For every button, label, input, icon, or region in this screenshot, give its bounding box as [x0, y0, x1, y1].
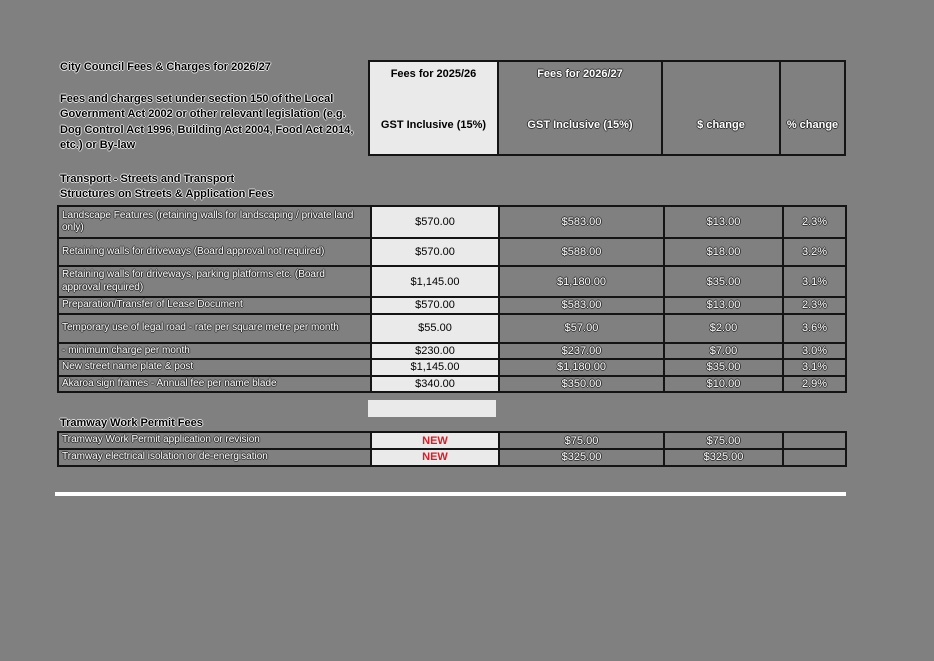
table-row — [59, 448, 845, 465]
percent-change-cell[interactable]: 2.9% — [782, 377, 845, 392]
header-fees-2025-title: Fees for 2025/26 — [390, 68, 477, 80]
fee-2025-cell[interactable]: $1,145.00 — [370, 360, 498, 375]
percent-change-cell[interactable]: 3.1% — [782, 360, 845, 375]
header-fees-2026-gst: GST Inclusive (15%) — [527, 119, 633, 131]
fee-2025-cell[interactable]: $340.00 — [370, 377, 498, 392]
header-fees-2025[interactable] — [370, 62, 497, 154]
table-row — [59, 375, 845, 392]
page-title: City Council Fees & Charges for 2026/27 — [60, 61, 271, 73]
header-dollar-change-label: $ change — [697, 119, 745, 131]
section-heading-line1: Transport - Streets and Transport — [60, 173, 235, 185]
dollar-change-cell[interactable]: $325.00 — [663, 450, 782, 465]
fee-2025-cell[interactable]: $1,145.00 — [370, 267, 498, 296]
column-header-table — [368, 60, 846, 156]
fee-description-cell[interactable]: Retaining walls for driveways, parking platforms etc. (Board approval required) — [62, 269, 325, 293]
fee-description-cell[interactable]: Retaining walls for driveways (Board approval not required) — [62, 245, 325, 257]
tramway-fees-table — [57, 431, 847, 467]
fee-2025-cell[interactable]: $230.00 — [370, 344, 498, 359]
percent-change-cell[interactable] — [782, 433, 845, 448]
header-dollar-change[interactable] — [661, 62, 779, 154]
section-heading-transport — [60, 172, 274, 202]
dollar-change-cell[interactable]: $7.00 — [663, 344, 782, 359]
dollar-change-cell[interactable]: $13.00 — [663, 298, 782, 313]
fee-2026-cell[interactable]: $237.00 — [498, 344, 663, 359]
page-divider-line — [55, 492, 846, 496]
table-row — [59, 207, 845, 237]
header-percent-change[interactable] — [779, 62, 844, 154]
percent-change-cell[interactable]: 2.3% — [782, 298, 845, 313]
fee-description-cell[interactable]: Akaroa sign frames - Annual fee per name blade — [62, 377, 277, 389]
fee-2026-cell[interactable]: $1,180.00 — [498, 360, 663, 375]
fee-description-cell[interactable]: Tramway electrical isolation or de-energisation — [62, 451, 268, 462]
fee-2026-cell[interactable]: $350.00 — [498, 377, 663, 392]
percent-change-cell[interactable] — [782, 450, 845, 465]
table-row — [59, 342, 845, 359]
percent-change-cell[interactable]: 3.1% — [782, 267, 845, 296]
empty-shaded-cell[interactable] — [368, 400, 496, 417]
header-fees-2025-gst: GST Inclusive (15%) — [380, 119, 487, 131]
fee-2026-cell[interactable]: $57.00 — [498, 315, 663, 342]
fee-2026-cell[interactable]: $1,180.00 — [498, 267, 663, 296]
percent-change-cell[interactable]: 3.6% — [782, 315, 845, 342]
fee-2025-cell[interactable]: NEW — [370, 433, 498, 448]
fee-2026-cell[interactable]: $583.00 — [498, 298, 663, 313]
dollar-change-cell[interactable]: $35.00 — [663, 267, 782, 296]
table-row — [59, 358, 845, 375]
fee-2026-cell[interactable]: $75.00 — [498, 433, 663, 448]
percent-change-cell[interactable]: 3.2% — [782, 239, 845, 265]
intro-block — [60, 60, 368, 154]
fee-description-cell[interactable]: Tramway Work Permit application or revision — [62, 434, 260, 446]
fee-description-cell[interactable]: - minimum charge per month — [62, 344, 190, 356]
fee-2026-cell[interactable]: $583.00 — [498, 207, 663, 237]
fee-description-cell[interactable]: Preparation/Transfer of Lease Document — [62, 299, 243, 310]
table-row — [59, 433, 845, 448]
percent-change-cell[interactable]: 3.0% — [782, 344, 845, 359]
table-row — [59, 296, 845, 313]
dollar-change-cell[interactable]: $10.00 — [663, 377, 782, 392]
fee-2025-cell[interactable]: $55.00 — [370, 315, 498, 342]
header-fees-2026[interactable] — [497, 62, 661, 154]
dollar-change-cell[interactable]: $18.00 — [663, 239, 782, 265]
fee-description-cell[interactable]: New street name plate & post — [62, 361, 194, 372]
legislation-note: Fees and charges set under section 150 of the Local Government Act 2002 or other relevant legislation (e.g. Dog Control Act 1996, Building Act 2004, Food Act 2014, etc.) or By-law — [60, 92, 354, 151]
fee-description-cell[interactable]: Landscape Features (retaining walls for landscaping / private land only) — [62, 209, 354, 233]
table-row — [59, 237, 845, 265]
dollar-change-cell[interactable]: $2.00 — [663, 315, 782, 342]
fee-2025-cell[interactable]: $570.00 — [370, 298, 498, 313]
dollar-change-cell[interactable]: $13.00 — [663, 207, 782, 237]
section-heading-tramway: Tramway Work Permit Fees — [60, 417, 203, 429]
table-row — [59, 265, 845, 296]
percent-change-cell[interactable]: 2.3% — [782, 207, 845, 237]
fee-2025-cell[interactable]: $570.00 — [370, 207, 498, 237]
section-heading-line2: Structures on Streets & Application Fees — [60, 188, 274, 200]
header-percent-change-label: % change — [786, 119, 839, 131]
fee-2025-cell[interactable]: $570.00 — [370, 239, 498, 265]
transport-fees-table — [57, 205, 847, 393]
dollar-change-cell[interactable]: $35.00 — [663, 360, 782, 375]
dollar-change-cell[interactable]: $75.00 — [663, 433, 782, 448]
table-row — [59, 313, 845, 342]
fee-description-cell[interactable]: Temporary use of legal road - rate per square metre per month — [62, 321, 339, 333]
fee-2026-cell[interactable]: $325.00 — [498, 450, 663, 465]
header-fees-2026-title: Fees for 2026/27 — [537, 68, 623, 80]
fee-2025-cell[interactable]: NEW — [370, 450, 498, 465]
fee-2026-cell[interactable]: $588.00 — [498, 239, 663, 265]
